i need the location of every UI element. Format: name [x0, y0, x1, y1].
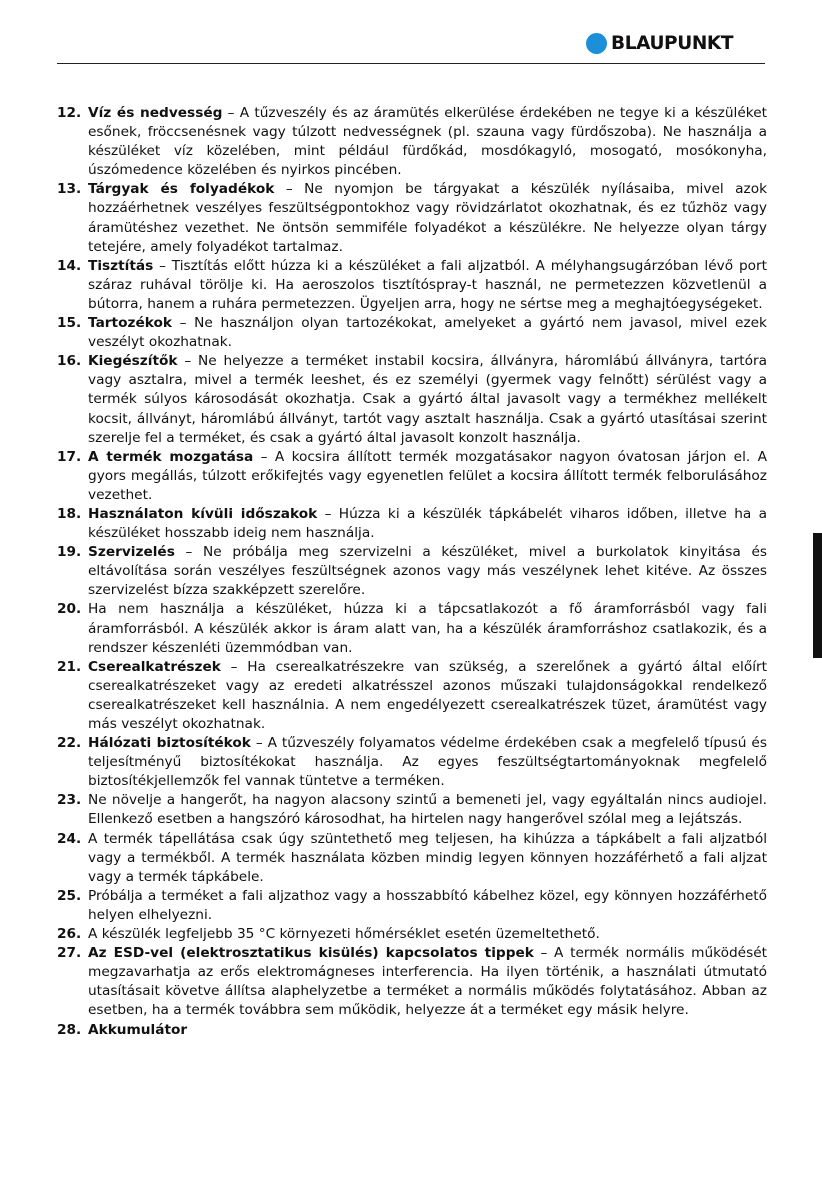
- item-text: A termék tápellátása csak úgy szüntethető meg teljesen, ha kihúzza a tápkábelt a fali aljzatból vagy a termékből. A termék használata közben mindig legyen könnyen hozzáférhető a fali aljzat vagy a termék tápkábele.: [88, 830, 767, 885]
- list-item: [57, 887, 767, 925]
- item-number: 22.: [57, 735, 82, 752]
- item-title: Hálózati biztosítékok: [88, 735, 251, 752]
- item-number: 12.: [57, 105, 82, 121]
- list-item: [57, 830, 767, 887]
- list-item: [57, 180, 767, 256]
- item-text: – Ne helyezze a terméket instabil kocsira, állványra, háromlábú állványra, tartóra vagy asztalra, mivel a termék leeshet, és ez személyi (gyermek vagy felnőtt) sérülést vagy a termék súlyos károsodását okozhatja. Csak a gyártó által javasolt vagy a termékhez mellékelt kocsit, állványt, háromlábú állványt, tartót vagy asztalt használja. Csak a gyártó utasításai szerint szerelje fel a terméket, és csak a gyártó által javasolt konzolt használja.: [88, 353, 767, 446]
- item-title: Tisztítás: [88, 257, 154, 274]
- list-item: [57, 505, 767, 543]
- item-text: – Ne nyomjon be tárgyakat a készülék nyílásaiba, mivel azok hozzáérhetnek veszélyes feszültségpontokhoz vagy rövidzárlatot okozhatnak, és ez tűzhöz vagy áramütéshez vezethet. Ne öntsön semmiféle folyadékot a készülékre. Ne helyezze olyan tárgy tetejére, amely folyadékot tartalmaz.: [88, 181, 768, 255]
- item-number: 28.: [57, 1021, 82, 1038]
- item-number: 26.: [57, 926, 82, 943]
- item-number: 25.: [57, 887, 82, 904]
- list-item: [57, 1021, 767, 1040]
- item-number: 21.: [57, 658, 82, 675]
- list-item: [57, 791, 767, 829]
- item-text: – A termék normális működését megzavarhatja az erős elektromágneses interferencia. Ha ilyen történik, a használati útmutató utasításait követve állítsa alaphelyzetbe a terméket a normális működés folytatásához. Abban az esetben, ha a termék továbbra sem működik, helyezze át a terméket egy másik helyre.: [88, 945, 768, 1019]
- item-title: Szervizelés: [88, 544, 175, 561]
- item-number: 19.: [57, 544, 82, 561]
- item-number: 15.: [57, 315, 82, 332]
- side-tab-marker: [813, 533, 822, 658]
- item-title: Cserealkatrészek: [88, 658, 221, 675]
- item-text: Ne növelje a hangerőt, ha nagyon alacsony szintű a bemeneti jel, vagy egyáltalán nincs audiojel. Ellenkező esetben a hangszóró károsodhat, ha hirtelen nagy hangerővel szólal meg a lejátszás.: [88, 792, 767, 828]
- item-title: Használaton kívüli időszakok: [88, 505, 318, 522]
- brand-logo: [586, 31, 733, 55]
- item-number: 27.: [57, 945, 82, 962]
- item-number: 23.: [57, 792, 82, 809]
- item-number: 17.: [57, 448, 82, 465]
- item-text: A készülék legfeljebb 35 °C környezeti hőmérséklet esetén üzemeltethető.: [88, 926, 600, 943]
- brand-name: BLAUPUNKT: [611, 32, 734, 54]
- item-title: Akkumulátor: [88, 1021, 188, 1038]
- item-number: 18.: [57, 505, 82, 522]
- list-item: [57, 314, 767, 352]
- item-text: – Ne próbálja meg szervizelni a készüléket, mivel a burkolatok kinyitása és eltávolítása során veszélyes feszültségnek azonos vagy más veszélynek lehet kitéve. Az összes szervizelést bízza szakképzett szerelőre.: [88, 544, 767, 599]
- item-text: – Ne használjon olyan tartozékokat, amelyeket a gyártó nem javasol, mivel ezek veszélyt okozhatnak.: [88, 315, 767, 351]
- list-item: [57, 257, 767, 314]
- list-item: [57, 734, 767, 791]
- item-number: 20.: [57, 601, 82, 618]
- list-item: [57, 925, 767, 944]
- list-item: [57, 658, 767, 734]
- item-number: 14.: [57, 257, 82, 274]
- safety-instructions-list: [57, 104, 767, 1040]
- item-text: Ha nem használja a készüléket, húzza ki a tápcsatlakozót a fő áramforrásból vagy fali áramforrásból. A készülék akkor is áram alatt van, ha a készülék áramforráshoz csatlakozik, és a rendszer készenléti üzemmódban van.: [88, 601, 767, 656]
- list-item: [57, 543, 767, 600]
- item-text: – A tűzveszély és az áramütés elkerülése érdekében ne tegye ki a készüléket esőnek, fröccsenésnek vagy túlzott nedvességnek (pl. szauna vagy fürdőszoba). Ne használja a készüléket víz közelében, mint például fürdőkád, mosdókagyló, mosogató, mosókonyha, úszómedence közelében és nyirkos pincében.: [88, 105, 767, 179]
- list-item: [57, 352, 767, 447]
- brand-dot-icon: [586, 33, 607, 54]
- item-title: Víz és nedvesség: [88, 105, 223, 121]
- header-rule: [57, 63, 765, 64]
- item-text: Próbálja a terméket a fali aljzathoz vagy a hosszabbító kábelhez közel, egy könnyen hozzáférhető helyen elhelyezni.: [88, 887, 767, 923]
- item-number: 24.: [57, 830, 82, 847]
- list-item: [57, 448, 767, 505]
- item-text: – Tisztítás előtt húzza ki a készüléket a fali aljzatból. A mélyhangsugárzóban lévő port száraz ruhával törölje ki. Ha aeroszolos tisztítóspray-t használ, ne permetezzen közvetlenül a bútorra, hanem a ruhára permetezzen. Ügyeljen arra, hogy ne sértse meg a meghajtóegységeket.: [88, 257, 767, 312]
- item-number: 13.: [57, 181, 82, 198]
- item-title: A termék mozgatása: [88, 448, 254, 465]
- item-text: – A tűzveszély folyamatos védelme érdekében csak a megfelelő típusú és teljesítményű biztosítékokat használja. Az egyes feszültségtartományoknak megfelelő biztosítékjellemzők fel vannak tüntetve a terméken.: [88, 735, 767, 790]
- item-text: – Húzza ki a készülék tápkábelét viharos időben, illetve ha a készüléket hosszabb ideig nem használja.: [88, 505, 767, 542]
- item-title: Tárgyak és folyadékok: [88, 181, 275, 198]
- item-title: Kiegészítők: [88, 353, 178, 370]
- item-number: 16.: [57, 353, 82, 370]
- item-text: – A kocsira állított termék mozgatásakor nagyon óvatosan járjon el. A gyors megállás, túlzott erőkifejtés vagy egyenetlen felület a kocsira állított termék felborulásához vezethet.: [88, 448, 767, 503]
- list-item: [57, 104, 767, 180]
- list-item: [57, 944, 767, 1020]
- item-text: – Ha cserealkatrészekre van szükség, a szerelőnek a gyártó által előírt cserealkatrészeket vagy az eredeti alkatrésszel azonos műszaki tulajdonságokkal rendelkező cserealkatrészeket kell használnia. A nem engedélyezett cserealkatrészek tüzet, áramütést vagy más veszélyt okozhatnak.: [88, 658, 767, 732]
- item-title: Az ESD-vel (elektrosztatikus kisülés) kapcsolatos tippek: [88, 945, 534, 962]
- list-item: [57, 600, 767, 657]
- item-title: Tartozékok: [88, 315, 172, 332]
